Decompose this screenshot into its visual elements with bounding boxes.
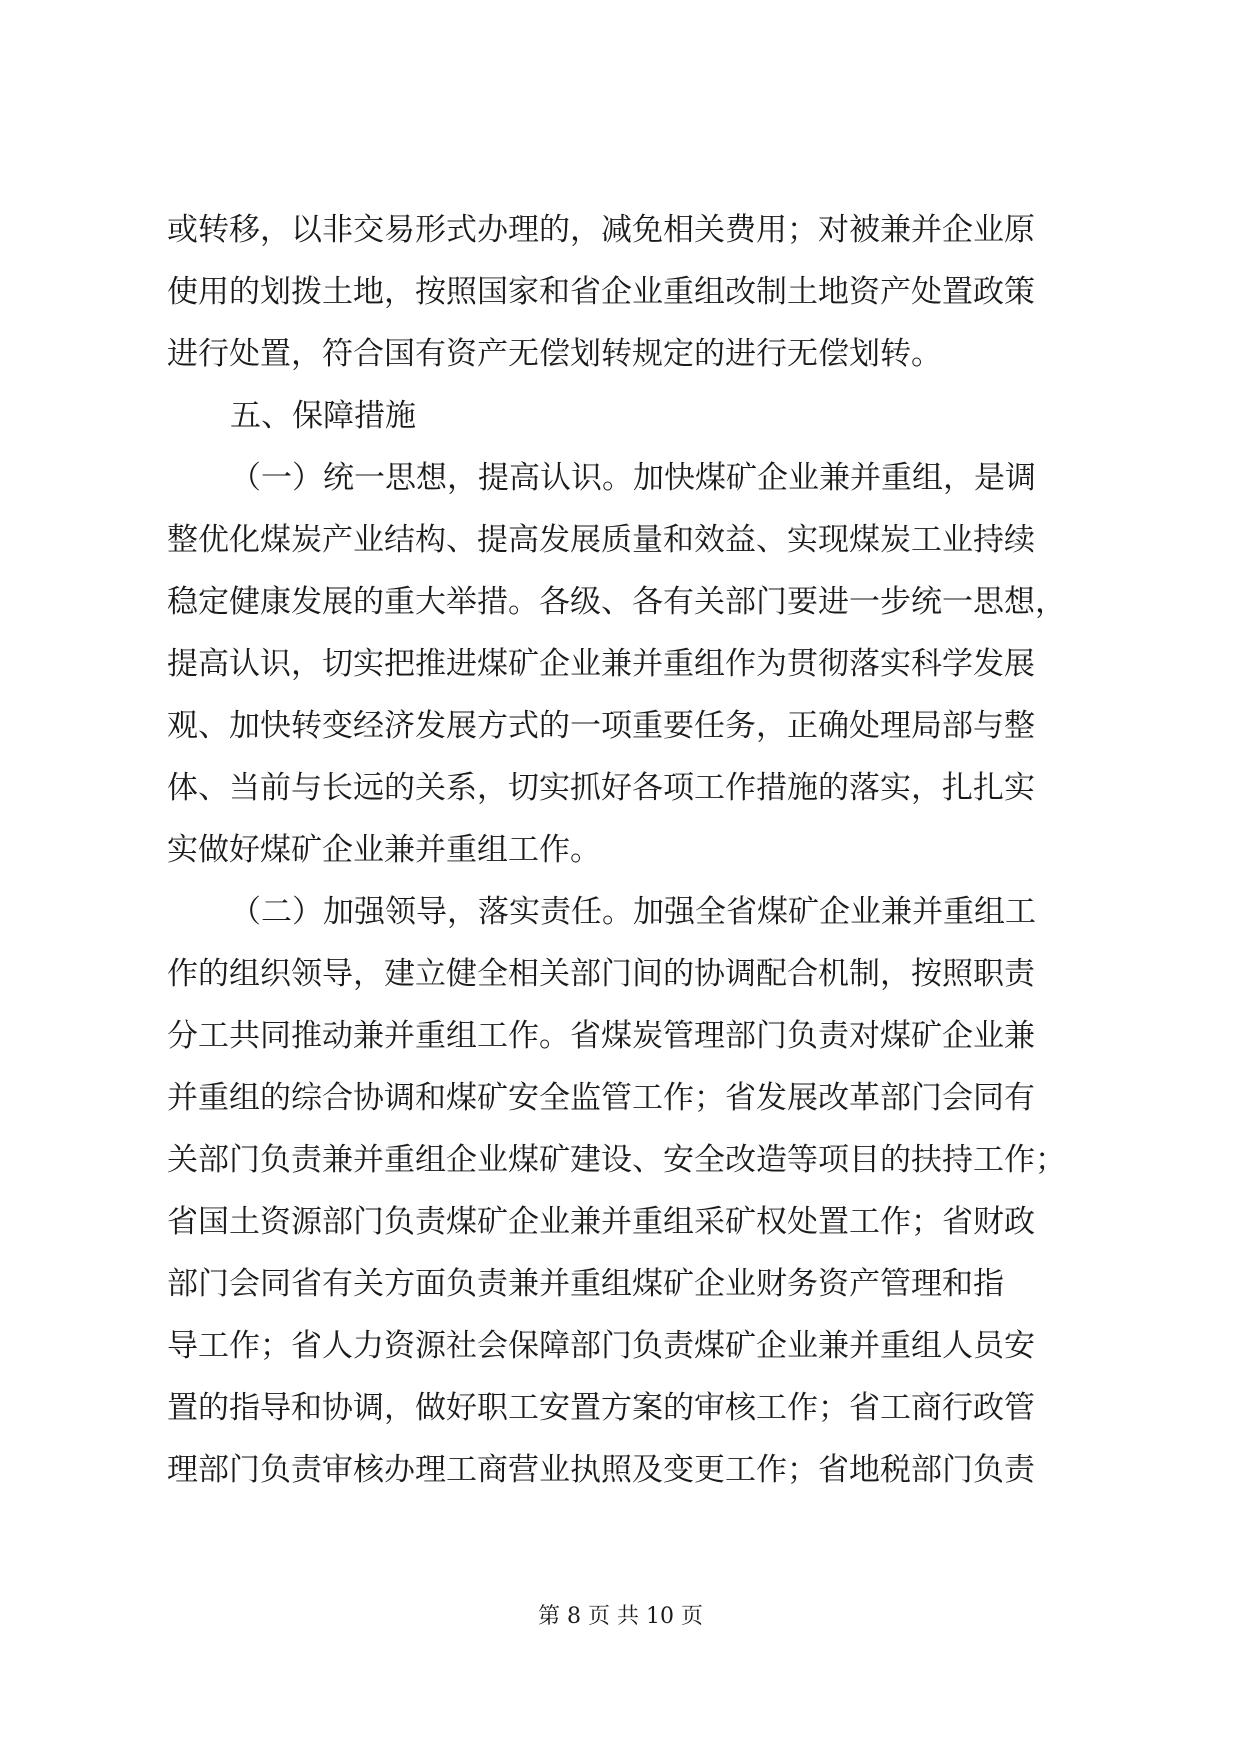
text-line: 体、当前与长远的关系，切实抓好各项工作措施的落实，扎扎实 (167, 770, 1035, 806)
text-line: 观、加快转变经济发展方式的一项重要任务，正确处理局部与整 (167, 708, 1035, 744)
text-line: 作的组织领导，建立健全相关部门间的协调配合机制，按照职责 (167, 956, 1035, 992)
text-line: 关部门负责兼并重组企业煤矿建设、安全改造等项目的扶持工作； (167, 1142, 1066, 1178)
text-line: （一）统一思想，提高认识。加快煤矿企业兼并重组，是调 (230, 460, 1036, 496)
text-line: 或转移，以非交易形式办理的，减免相关费用；对被兼并企业原 (167, 212, 1035, 248)
text-line: 并重组的综合协调和煤矿安全监管工作；省发展改革部门会同有 (167, 1080, 1035, 1116)
text-line: 稳定健康发展的重大举措。各级、各有关部门要进一步统一思想， (167, 584, 1066, 620)
page-number: 第 8 页 共 10 页 (538, 1604, 703, 1629)
text-line: 省国土资源部门负责煤矿企业兼并重组采矿权处置工作；省财政 (167, 1204, 1035, 1240)
text-line: 分工共同推动兼并重组工作。省煤炭管理部门负责对煤矿企业兼 (167, 1018, 1035, 1054)
text-line: 提高认识，切实把推进煤矿企业兼并重组作为贯彻落实科学发展 (167, 646, 1035, 682)
text-line: （二）加强领导，落实责任。加强全省煤矿企业兼并重组工 (230, 894, 1036, 930)
text-line: 整优化煤炭产业结构、提高发展质量和效益、实现煤炭工业持续 (167, 522, 1035, 558)
text-line: 导工作；省人力资源社会保障部门负责煤矿企业兼并重组人员安 (167, 1328, 1035, 1364)
text-line: 进行处置，符合国有资产无偿划转规定的进行无偿划转。 (167, 336, 942, 372)
text-line: 实做好煤矿企业兼并重组工作。 (167, 832, 601, 868)
text-line: 置的指导和协调，做好职工安置方案的审核工作；省工商行政管 (167, 1390, 1035, 1426)
text-line: 使用的划拨土地，按照国家和省企业重组改制土地资产处置政策 (167, 274, 1035, 310)
text-line: 部门会同省有关方面负责兼并重组煤矿企业财务资产管理和指 (167, 1266, 1004, 1302)
text-line: 理部门负责审核办理工商营业执照及变更工作；省地税部门负责 (167, 1452, 1035, 1488)
section-heading: 五、保障措施 (230, 398, 416, 434)
